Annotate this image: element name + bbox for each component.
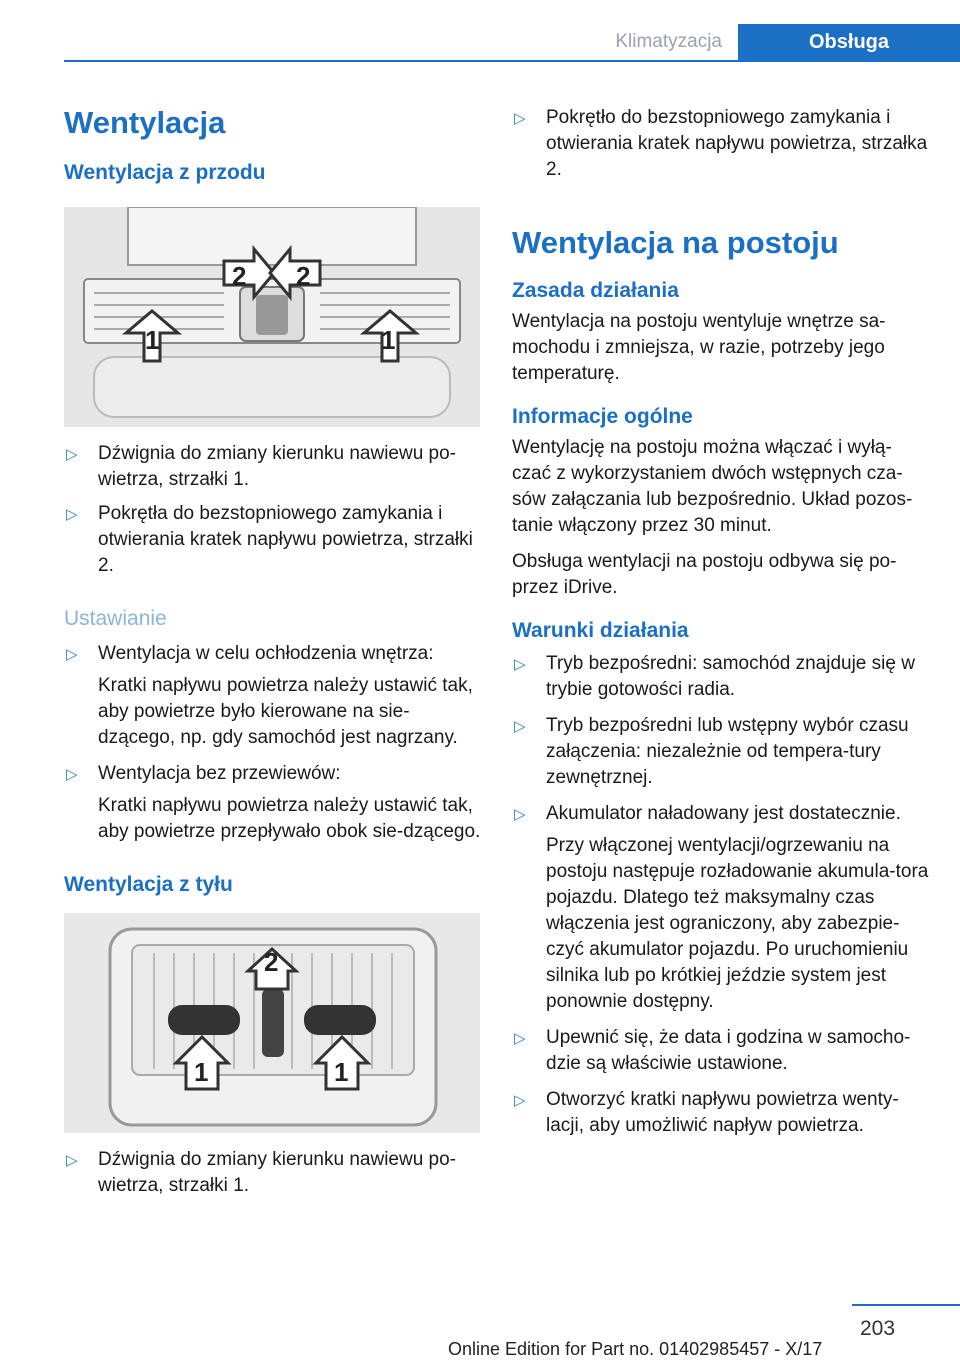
svg-text:1: 1 [145, 325, 160, 355]
footer-rule [852, 1304, 960, 1306]
settings-list [64, 641, 482, 845]
page-number: 203 [860, 1317, 896, 1340]
front-vent-illustration [64, 207, 480, 427]
tab-obsluga[interactable]: Obsługa [738, 24, 960, 60]
list-item: ▷ Dźwignia do zmiany kierunku nawiewu po-wietrza, strzałki 1. [66, 443, 457, 490]
header-rule [64, 60, 960, 62]
conditions-list [512, 651, 930, 1139]
conditions-heading: Warunki działania [512, 619, 689, 642]
bullet-triangle-icon: ▷ [66, 446, 78, 463]
bullet-triangle-icon: ▷ [66, 1152, 78, 1169]
bullet-triangle-icon: ▷ [66, 506, 78, 523]
list-item: ▷ Pokrętło do bezstopniowego zamykania i otwierania kratek napływu powietrza, strzałka 2. [514, 107, 928, 180]
svg-text:1: 1 [381, 325, 396, 355]
list-item: ▷ Tryb bezpośredni: samochód znajduje się w trybie gotowości radia. [514, 653, 915, 700]
settings-heading: Ustawianie [64, 607, 167, 630]
list-item: ▷ Wentylacja bez przewiewów: Kratki napływu powietrza należy ustawić tak, aby powietrze przepływało obok sie-dzącego. [66, 763, 481, 842]
list-item: ▷ Akumulator naładowany jest dostatecznie. Przy włączonej wentylacji/ogrzewaniu na postoju następuje rozładowanie akumula-tora pojazdu. Dlatego też maksymalny czas włączenia jest ograniczony, aby zabezpie-czyć akumulator pojazdu. Po uruchomieniu silnika lub po krótkiej jeździe system jest ponownie dostępny. [514, 803, 929, 1012]
bullet-triangle-icon: ▷ [514, 806, 526, 823]
bullet-triangle-icon: ▷ [514, 1092, 526, 1109]
top-list [512, 105, 930, 183]
bullet-triangle-icon: ▷ [514, 110, 526, 127]
left-column [64, 95, 482, 1199]
general-heading: Informacje ogólne [512, 405, 693, 428]
bullet-triangle-icon: ▷ [66, 766, 78, 783]
list-item: ▷ Otworzyć kratki napływu powietrza wenty-lacji, aby umożliwić napływ powietrza. [514, 1089, 899, 1136]
principle-heading: Zasada działania [512, 279, 679, 302]
rear-vent-figure [64, 913, 480, 1133]
bullet-triangle-icon: ▷ [66, 646, 78, 663]
list-item: ▷ Tryb bezpośredni lub wstępny wybór czasu załączenia: niezależnie od tempera-tury zewnętrznej. [514, 715, 909, 788]
rear-list [64, 1147, 482, 1199]
rear-vent-illustration [64, 913, 480, 1133]
section-title: Wentylacja na postoju [512, 225, 839, 260]
page-header [0, 24, 960, 64]
page-title: Wentylacja [64, 105, 226, 140]
bullet-triangle-icon: ▷ [514, 656, 526, 673]
list-item: ▷ Upewnić się, że data i godzina w samocho-dzie są właściwie ustawione. [514, 1027, 911, 1074]
svg-text:2: 2 [232, 261, 247, 291]
svg-text:1: 1 [194, 1057, 209, 1087]
rear-heading: Wentylacja z tyłu [64, 873, 233, 896]
general-text-2: Obsługa wentylacji na postoju odbywa się po-przez iDrive. [512, 551, 897, 598]
edition-note: Online Edition for Part no. 01402985457 - X/17 [448, 1339, 823, 1359]
bullet-triangle-icon: ▷ [514, 1030, 526, 1047]
front-list [64, 441, 482, 579]
front-heading: Wentylacja z przodu [64, 161, 266, 184]
principle-text: Wentylacja na postoju wentyluje wnętrze sa-mochodu i zmniejsza, w razie, potrzeby jego temperaturę. [512, 311, 886, 384]
svg-text:1: 1 [334, 1057, 349, 1087]
list-item: ▷ Pokrętła do bezstopniowego zamykania i otwierania kratek napływu powietrza, strzałki 2. [66, 503, 473, 576]
svg-text:2: 2 [296, 261, 311, 291]
list-item: ▷ Wentylacja w celu ochłodzenia wnętrza: Kratki napływu powietrza należy ustawić tak, aby powietrze było kierowane na sie-dzącego, np. gdy samochód jest nagrzany. [66, 643, 473, 748]
right-column [512, 95, 930, 1139]
svg-text:2: 2 [264, 947, 279, 977]
general-text-1: Wentylację na postoju można włączać i wyłą-czać z wykorzystaniem dwóch wstępnych cza-sów załączania lub bezpośrednio. Układ pozos-tanie włączony przez 30 minut. [512, 437, 913, 536]
front-vent-figure [64, 207, 480, 427]
list-item: ▷ Dźwignia do zmiany kierunku nawiewu po-wietrza, strzałki 1. [66, 1149, 457, 1196]
bullet-triangle-icon: ▷ [514, 718, 526, 735]
tab-klimatyzacja[interactable]: Klimatyzacja [615, 31, 722, 52]
